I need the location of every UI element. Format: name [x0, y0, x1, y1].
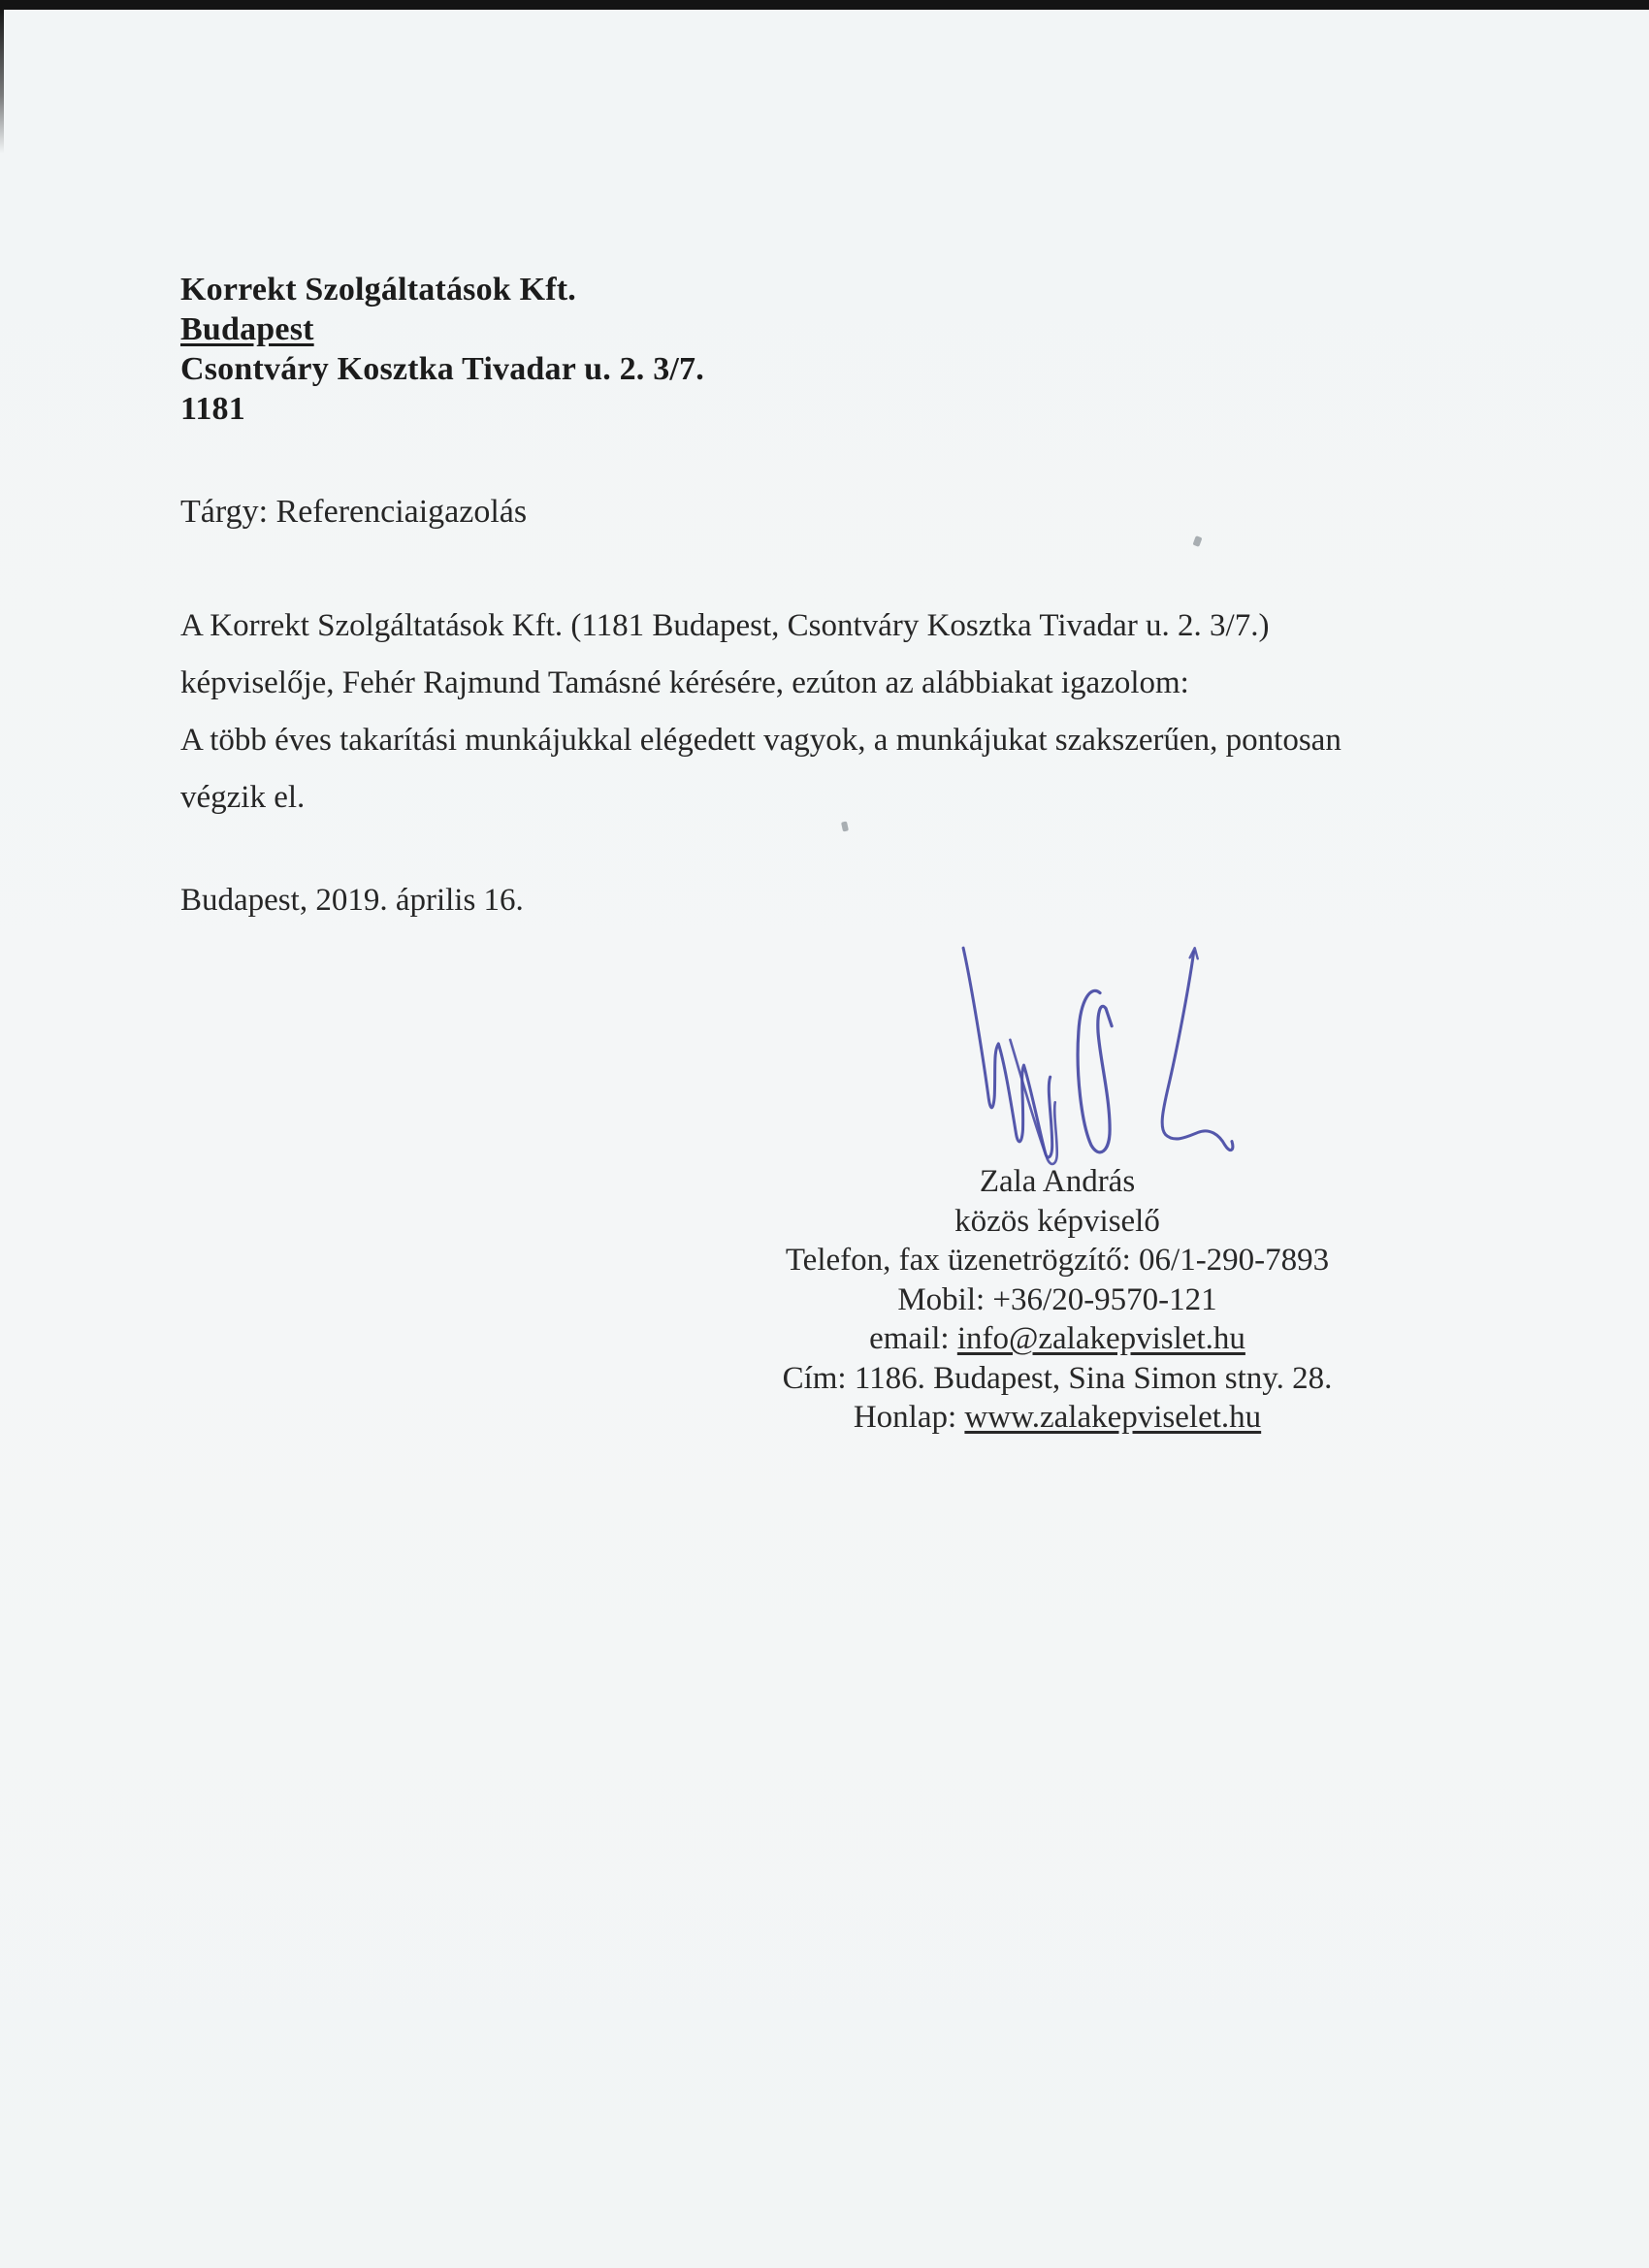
recipient-street: Csontváry Kosztka Tivadar u. 2. 3/7.: [180, 351, 704, 387]
phone-line: Telefon, fax üzenetrögzítő: 06/1-290-7893: [785, 1243, 1330, 1278]
signatory-contact-block: [706, 1162, 1408, 1438]
body-line: A Korrekt Szolgáltatások Kft. (1181 Budapest, Csontváry Kosztka Tivadar u. 2. 3/7.): [180, 608, 1270, 643]
signatory-name: Zala András: [979, 1164, 1136, 1199]
signatory-title: közös képviselő: [954, 1203, 1160, 1239]
recipient-postal-code: 1181: [180, 391, 245, 427]
email-line: [706, 1319, 1408, 1359]
website-label: Honlap:: [853, 1400, 965, 1435]
postal-address-line: Cím: 1186. Budapest, Sina Simon stny. 28.: [782, 1360, 1333, 1396]
body-line: képviselője, Fehér Rajmund Tamásné kérésére, ezúton az alábbiakat igazolom:: [180, 665, 1189, 700]
body-paragraph: [180, 598, 1441, 826]
recipient-address-block: [180, 270, 704, 429]
email-link[interactable]: info@zalakepvislet.hu: [956, 1321, 1245, 1356]
handwritten-signature: [954, 941, 1237, 1178]
recipient-company: Korrekt Szolgáltatások Kft.: [180, 272, 577, 308]
subject-line: Tárgy: Referenciaigazolás: [180, 494, 528, 530]
body-line: A több éves takarítási munkájukkal elégedett vagyok, a munkájukat szakszerűen, pontosan: [180, 723, 1342, 758]
scan-edge-artifact-left: [0, 8, 4, 153]
date-line: Budapest, 2019. április 16.: [180, 883, 524, 918]
mobile-line: Mobil: +36/20-9570-121: [897, 1281, 1217, 1317]
recipient-city: Budapest: [180, 311, 314, 347]
email-label: email:: [869, 1321, 957, 1356]
scan-edge-artifact-top: [0, 0, 1649, 10]
website-link[interactable]: www.zalakepviselet.hu: [964, 1400, 1262, 1435]
body-line: végzik el.: [180, 780, 306, 815]
website-line: [706, 1398, 1408, 1438]
scan-speck: [1193, 535, 1203, 547]
